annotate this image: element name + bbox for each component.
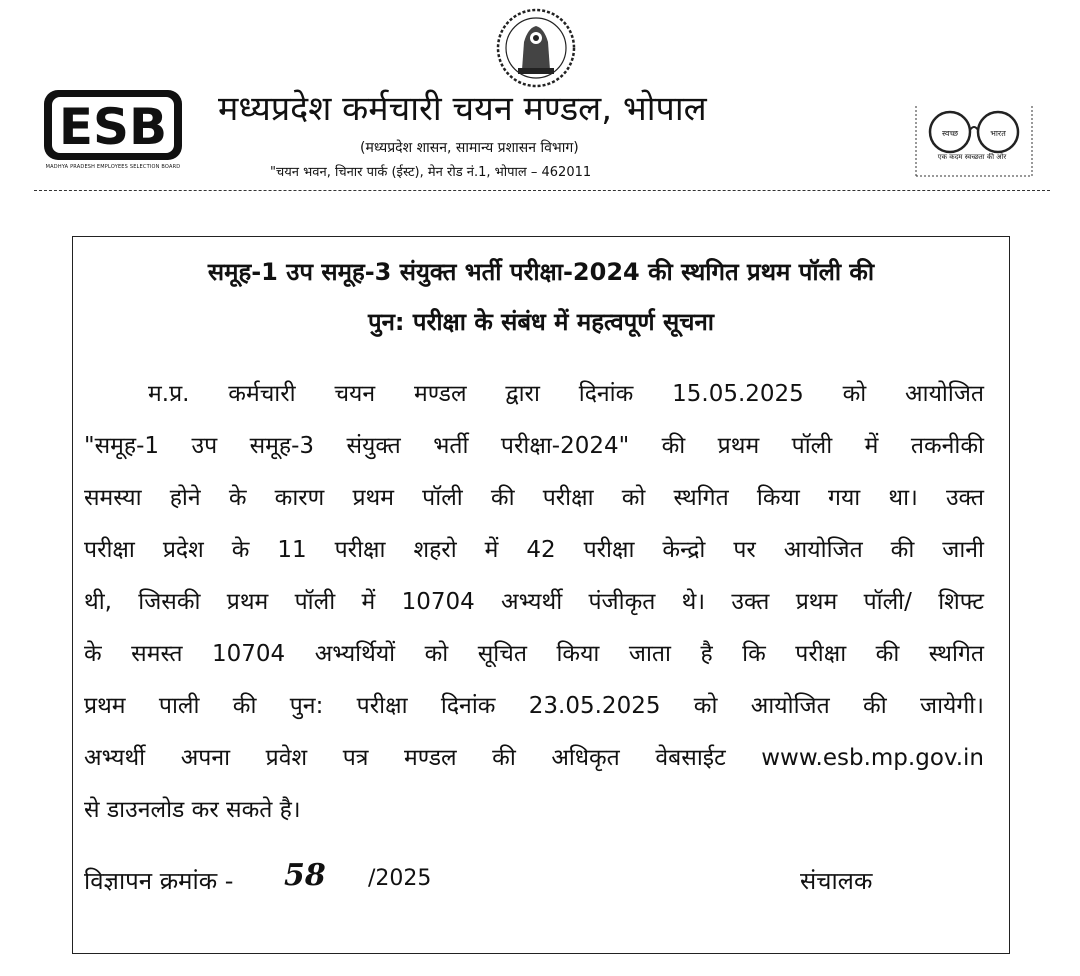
signatory: संचालक [800,867,873,895]
swachh-bharat-logo [912,100,1036,180]
advertisement-year: /2025 [368,866,432,891]
national-emblem [488,8,584,90]
notice-body-line-5: थी, जिसकी प्रथम पॉली में 10704 अभ्यर्थी पंजीकृत थे। उक्त प्रथम पॉली/ शिफ्ट [84,589,984,615]
logo-caption: MADHYA PRADESH EMPLOYEES SELECTION BOARD [45,164,181,170]
notice-title-line-1: समूह-1 उप समूह-3 संयुक्त भर्ती परीक्षा-2024 की स्थगित प्रथम पॉली की [207,258,875,286]
notice-body-line-2: "समूह-1 उप समूह-3 संयुक्त भर्ती परीक्षा-2024" की प्रथम पॉली में तकनीकी [84,433,984,459]
notice-body-line-7: प्रथम पाली की पुन: परीक्षा दिनांक 23.05.2025 को आयोजित की जायेगी। [84,693,984,719]
advertisement-label: विज्ञापन क्रमांक - [84,867,234,895]
org-subtitle: (मध्यप्रदेश शासन, सामान्य प्रशासन विभाग) [360,140,579,156]
swachh-left-text: स्वच्छ [941,129,959,138]
notice-body-line-3: समस्या होने के कारण प्रथम पॉली की परीक्षा को स्थगित किया गया था। उक्त [84,485,984,511]
swachh-tagline: एक कदम स्वच्छता की ओर [937,153,1007,161]
org-name: मध्यप्रदेश कर्मचारी चयन मण्डल, भोपाल [218,89,707,129]
notice-body-line-1: म.प्र. कर्मचारी चयन मण्डल द्वारा दिनांक 15.05.2025 को आयोजित [148,381,984,407]
notice-title-line-2: पुन: परीक्षा के संबंध में महत्वपूर्ण सूचना [367,308,715,336]
notice-body-line-4: परीक्षा प्रदेश के 11 परीक्षा शहरो में 42 परीक्षा केन्द्रो पर आयोजित की जानी [84,537,984,563]
header-divider [34,190,1050,191]
esb-logo-text: ESB [58,98,168,156]
notice-body-line-9: से डाउनलोड कर सकते है। [84,797,301,823]
org-address: "चयन भवन, चिनार पार्क (ईस्ट), मेन रोड नं.1, भोपाल – 462011 [270,165,592,180]
advertisement-number: 58 [284,858,326,893]
swachh-right-text: भारत [990,129,1006,138]
notice-body-line-6: के समस्त 10704 अभ्यर्थियों को सूचित किया जाता है कि परीक्षा की स्थगित [84,641,984,667]
notice-body-line-8: अभ्यर्थी अपना प्रवेश पत्र मण्डल की अधिकृत वेबसाईट www.esb.mp.gov.in [84,745,984,771]
